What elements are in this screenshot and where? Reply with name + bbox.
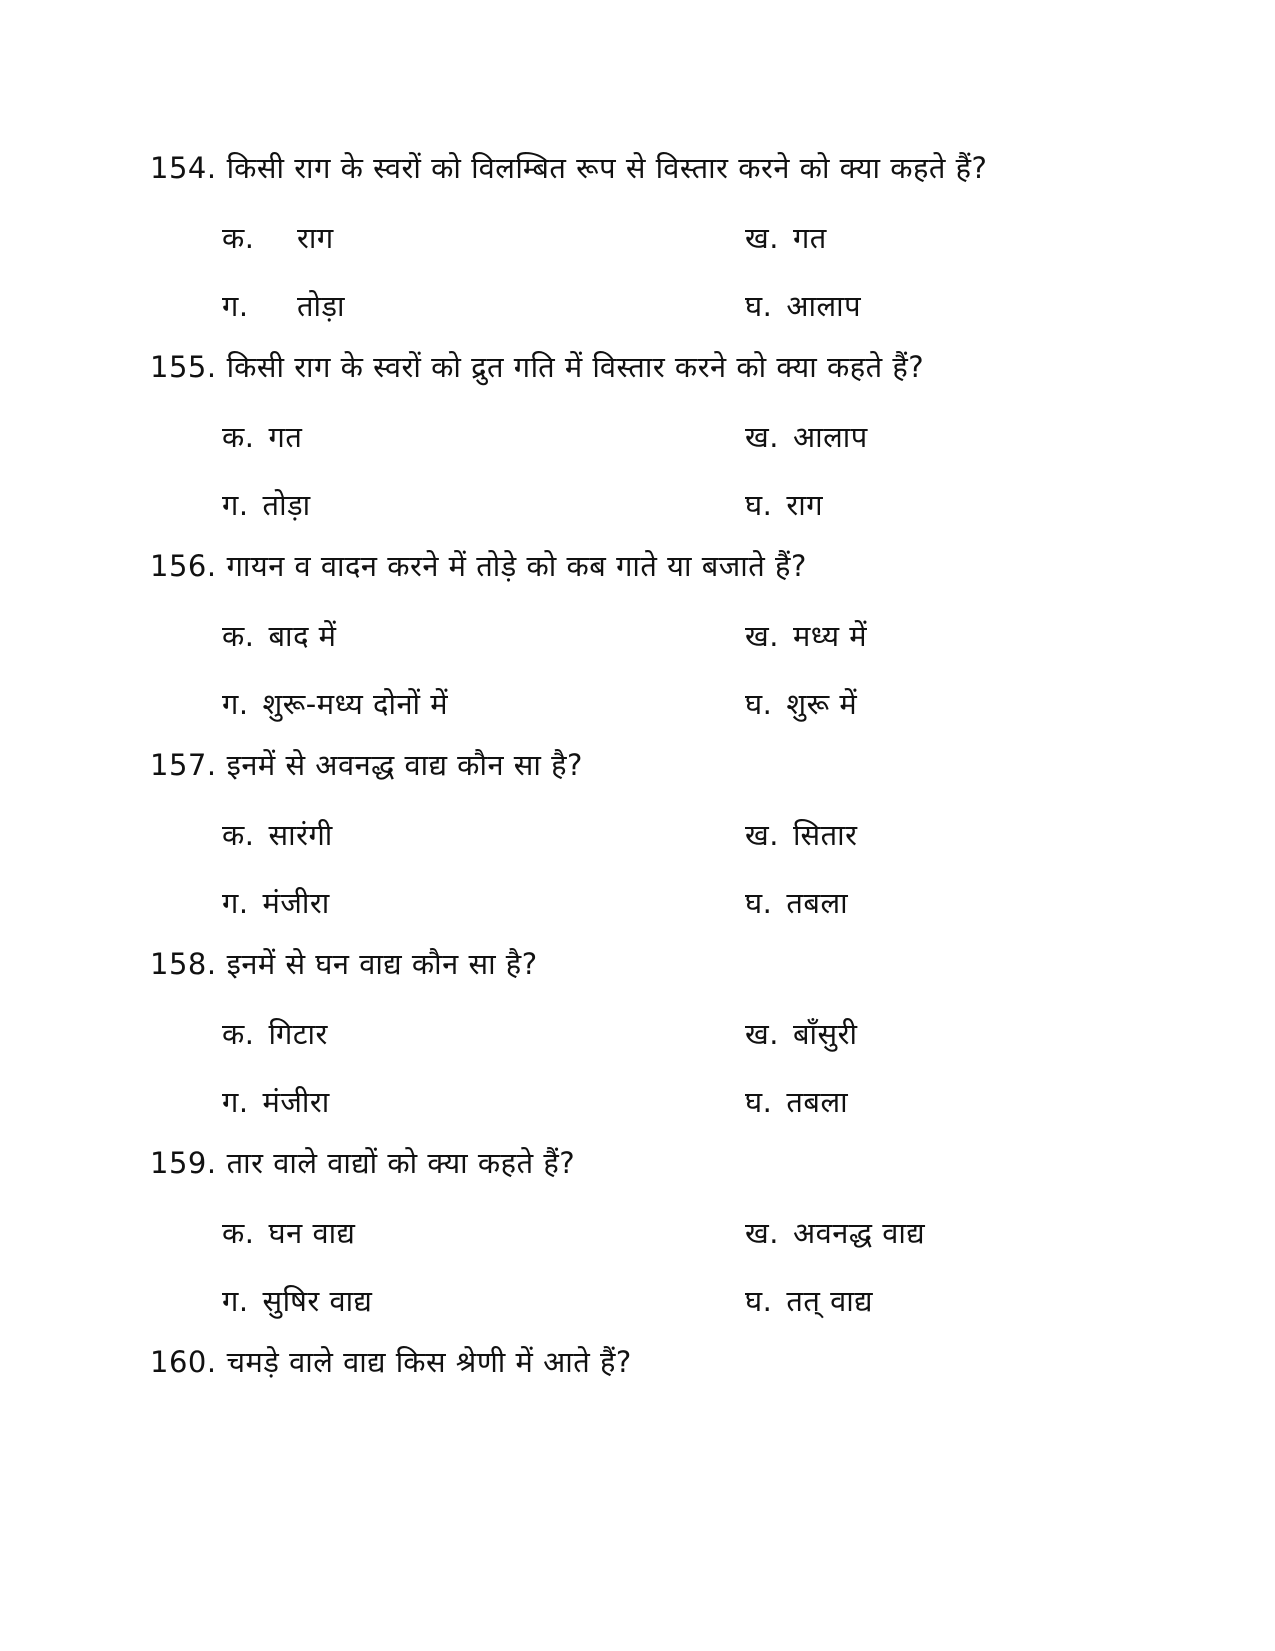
question-body: किसी राग के स्वरों को विलम्बित रूप से विस्तार करने को क्या कहते हैं? (226, 151, 988, 185)
options-grid (150, 616, 1210, 756)
question-156 (150, 546, 1210, 756)
question-text (150, 148, 1210, 188)
option-label: घ. (745, 289, 773, 323)
option-text: आलाप (792, 420, 868, 454)
option-label: घ. (745, 1284, 773, 1318)
option-gha (745, 1281, 873, 1321)
question-number: 157. (150, 748, 217, 782)
question-154 (150, 148, 1210, 358)
question-body: किसी राग के स्वरों को द्रुत गति में विस्तार करने को क्या कहते हैं? (226, 350, 925, 384)
option-label: ग. (222, 1085, 249, 1119)
option-text: तबला (786, 1085, 849, 1119)
option-kha (745, 1014, 858, 1054)
option-label: ग. (222, 488, 249, 522)
option-label: घ. (745, 488, 773, 522)
option-label: ख. (745, 420, 779, 454)
option-text: तोड़ा (297, 289, 346, 323)
options-grid (150, 1014, 1210, 1154)
question-text (150, 745, 1210, 785)
option-text: सितार (792, 818, 858, 852)
options-grid (150, 417, 1210, 557)
option-ga (222, 684, 448, 724)
option-label: ग. (222, 1284, 249, 1318)
option-kha (745, 1213, 925, 1253)
question-body: गायन व वादन करने में तोड़े को कब गाते या बजाते हैं? (226, 549, 807, 583)
option-gha (745, 684, 857, 724)
option-label: क. (222, 619, 255, 653)
question-number: 154. (150, 151, 217, 185)
option-text: अवनद्ध वाद्य (792, 1216, 926, 1250)
option-gha (745, 883, 848, 923)
question-text (150, 944, 1210, 984)
option-text: गत (268, 420, 303, 454)
question-160 (150, 1342, 1210, 1382)
option-label: क. (222, 1216, 255, 1250)
option-label: ग. (222, 687, 249, 721)
question-number: 160. (150, 1345, 217, 1379)
option-label: ग. (222, 289, 249, 323)
option-ka (222, 218, 334, 258)
option-text: बाद में (268, 619, 337, 653)
option-ga (222, 485, 311, 525)
question-body: चमड़े वाले वाद्य किस श्रेणी में आते हैं? (226, 1345, 632, 1379)
option-text: सुषिर वाद्य (262, 1284, 373, 1318)
option-text: शुरू-मध्य दोनों में (262, 687, 449, 721)
options-grid (150, 1213, 1210, 1353)
option-text: राग (297, 221, 334, 255)
option-text: मंजीरा (262, 886, 330, 920)
option-label: ख. (745, 221, 779, 255)
option-text: तबला (786, 886, 849, 920)
question-number: 156. (150, 549, 217, 583)
option-gha (745, 485, 823, 525)
question-body: तार वाले वाद्यों को क्या कहते हैं? (226, 1146, 576, 1180)
option-ga (222, 1281, 372, 1321)
option-label: क. (222, 1017, 255, 1051)
question-158 (150, 944, 1210, 1154)
question-text (150, 546, 1210, 586)
option-label: घ. (745, 1085, 773, 1119)
option-kha (745, 417, 868, 457)
question-body: इनमें से अवनद्ध वाद्य कौन सा है? (226, 748, 583, 782)
option-ga (222, 1082, 330, 1122)
option-ga (222, 286, 345, 326)
question-number: 159. (150, 1146, 217, 1180)
option-label: क. (222, 221, 255, 255)
question-159 (150, 1143, 1210, 1353)
question-text (150, 1342, 1210, 1382)
option-text: राग (786, 488, 824, 522)
option-label: ख. (745, 619, 779, 653)
option-label: ख. (745, 1017, 779, 1051)
option-label: क. (222, 818, 255, 852)
options-grid (150, 815, 1210, 955)
option-ka (222, 417, 302, 457)
option-label: ख. (745, 1216, 779, 1250)
question-155 (150, 347, 1210, 557)
option-gha (745, 286, 861, 326)
option-ka (222, 1014, 328, 1054)
option-ga (222, 883, 330, 923)
question-text (150, 1143, 1210, 1183)
option-text: तत् वाद्य (786, 1284, 874, 1318)
option-kha (745, 815, 857, 855)
option-text: घन वाद्य (268, 1216, 356, 1250)
option-text: तोड़ा (262, 488, 311, 522)
option-text: मंजीरा (262, 1085, 330, 1119)
option-ka (222, 815, 333, 855)
question-body: इनमें से घन वाद्य कौन सा है? (226, 947, 538, 981)
option-kha (745, 616, 867, 656)
question-number: 155. (150, 350, 217, 384)
question-text (150, 347, 1210, 387)
option-text: शुरू में (786, 687, 858, 721)
option-label: घ. (745, 886, 773, 920)
option-text: गत (792, 221, 827, 255)
option-label: ग. (222, 886, 249, 920)
option-text: आलाप (786, 289, 862, 323)
option-text: गिटार (268, 1017, 328, 1051)
option-kha (745, 218, 827, 258)
question-number: 158. (150, 947, 217, 981)
options-grid (150, 218, 1210, 358)
option-text: मध्य में (792, 619, 868, 653)
option-text: बाँसुरी (792, 1017, 858, 1051)
option-text: सारंगी (268, 818, 333, 852)
option-ka (222, 616, 337, 656)
option-label: घ. (745, 687, 773, 721)
option-ka (222, 1213, 355, 1253)
option-label: ख. (745, 818, 779, 852)
question-157 (150, 745, 1210, 955)
option-label: क. (222, 420, 255, 454)
option-gha (745, 1082, 848, 1122)
